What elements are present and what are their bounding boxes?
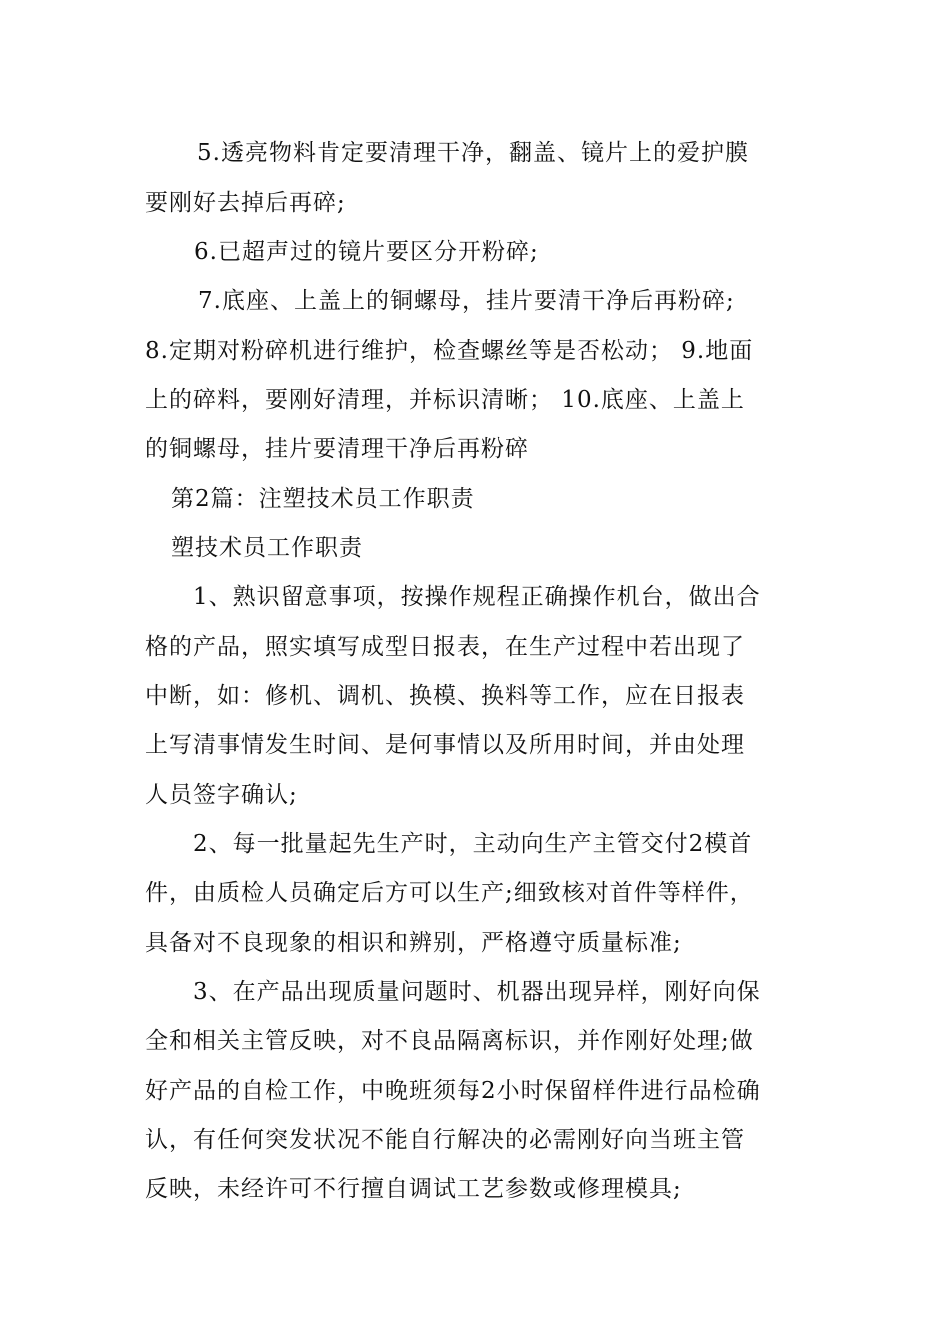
text-line-10: 1、熟识留意事项，按操作规程正确操作机台，做出合 — [193, 584, 761, 610]
section-subtitle: 塑技术员工作职责 — [171, 535, 363, 561]
text-line-5: 8.定期对粉碎机进行维护，检查螺丝等是否松动； 9.地面 — [145, 338, 754, 364]
text-line-21: 认，有任何突发状况不能自行解决的必需刚好向当班主管 — [145, 1127, 745, 1153]
text-line-6: 上的碎料，要刚好清理，并标识清晰； 10.底座、上盖上 — [145, 387, 745, 413]
text-line-3: 6.已超声过的镜片要区分开粉碎; — [194, 239, 539, 265]
text-line-13: 上写清事情发生时间、是何事情以及所用时间，并由处理 — [145, 732, 745, 758]
text-line-7: 的铜螺母，挂片要清理干净后再粉碎 — [145, 436, 529, 462]
text-line-4: 7.底座、上盖上的铜螺母，挂片要清干净后再粉碎; — [198, 288, 735, 314]
text-line-18: 3、在产品出现质量问题时、机器出现异样，刚好向保 — [193, 979, 761, 1005]
text-line-14: 人员签字确认; — [145, 782, 298, 808]
text-line-1: 5.透亮物料肯定要清理干净，翻盖、镜片上的爱护膜 — [197, 140, 749, 166]
text-line-11: 格的产品，照实填写成型日报表，在生产过程中若出现了 — [145, 634, 745, 660]
text-line-19: 全和相关主管反映，对不良品隔离标识，并作刚好处理;做 — [145, 1028, 754, 1054]
text-line-15: 2、每一批量起先生产时，主动向生产主管交付2模首 — [193, 831, 753, 857]
text-line-2: 要刚好去掉后再碎; — [145, 190, 346, 216]
section-heading: 第2篇：注塑技术员工作职责 — [171, 486, 475, 512]
text-line-20: 好产品的自检工作，中晚班须每2小时保留样件进行品检确 — [145, 1078, 761, 1104]
text-line-17: 具备对不良现象的相识和辨别，严格遵守质量标准; — [145, 930, 682, 956]
text-line-22: 反映，未经许可不行擅自调试工艺参数或修理模具; — [145, 1176, 682, 1202]
text-line-16: 件，由质检人员确定后方可以生产;细致核对首件等样件， — [145, 880, 754, 906]
text-line-12: 中断，如：修机、调机、换模、换料等工作，应在日报表 — [145, 683, 745, 709]
